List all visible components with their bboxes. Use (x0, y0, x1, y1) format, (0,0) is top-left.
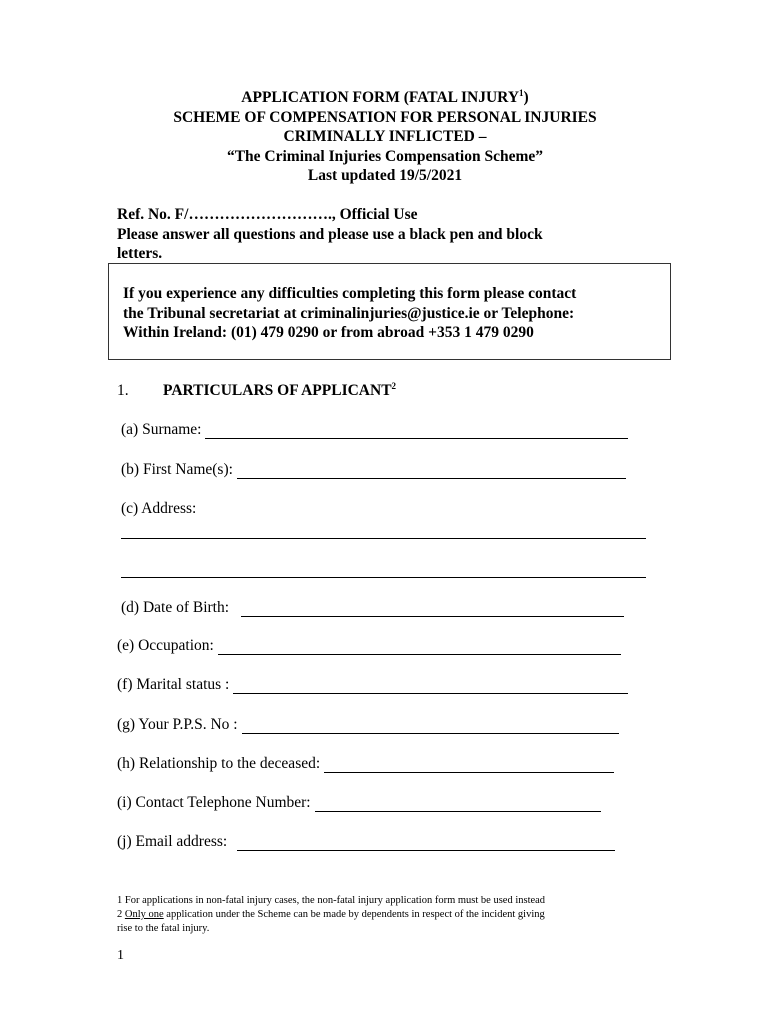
title-line-2: SCHEME OF COMPENSATION FOR PERSONAL INJURIES (173, 108, 597, 126)
pps-label: (g) Your P.P.S. No : (117, 716, 238, 733)
relationship-field (117, 755, 614, 773)
footnote-2-number: 2 (117, 909, 125, 920)
footnote-ref-2: 2 (391, 381, 397, 391)
pps-input-line[interactable] (242, 718, 619, 734)
surname-label: (a) Surname: (121, 421, 202, 438)
address-input-line-2[interactable] (121, 576, 646, 578)
telephone-label: (i) Contact Telephone Number: (117, 794, 311, 811)
marital-status-field (117, 676, 628, 694)
section-number: 1. (117, 382, 129, 399)
contact-line-2: the Tribunal secretariat at criminalinjuries@justice.ie or Telephone: (123, 304, 575, 322)
page-number: 1 (117, 948, 124, 963)
email-field (117, 833, 615, 851)
first-names-field (121, 461, 626, 479)
occupation-field (117, 637, 621, 655)
surname-field (121, 421, 628, 439)
pps-field (117, 716, 619, 734)
form-title (100, 88, 670, 186)
footnote-2 (117, 908, 657, 922)
marital-status-input-line[interactable] (233, 678, 628, 694)
title-line-1 (100, 88, 670, 108)
email-label: (j) Email address: (117, 833, 228, 850)
title-line-5: Last updated 19/5/2021 (307, 167, 463, 185)
contact-info-box (108, 263, 671, 360)
instructions-line-2: letters. (117, 245, 163, 263)
footnotes (117, 894, 657, 936)
reference-number: Ref. No. F/………………………., Official Use (117, 206, 418, 223)
telephone-field (117, 794, 601, 812)
date-of-birth-label: (d) Date of Birth: (121, 599, 230, 616)
first-names-input-line[interactable] (237, 463, 626, 479)
address-field (121, 500, 200, 518)
contact-line-3: Within Ireland: (01) 479 0290 or from abroad +353 1 479 0290 (123, 324, 534, 342)
section-heading (117, 382, 396, 400)
date-of-birth-input-line[interactable] (241, 601, 624, 617)
relationship-label: (h) Relationship to the deceased: (117, 755, 321, 772)
email-input-line[interactable] (237, 835, 615, 851)
marital-status-label: (f) Marital status : (117, 676, 230, 693)
address-label: (c) Address: (121, 500, 197, 517)
occupation-input-line[interactable] (218, 639, 621, 655)
first-names-label: (b) First Name(s): (121, 461, 233, 478)
relationship-input-line[interactable] (324, 757, 614, 773)
telephone-input-line[interactable] (315, 796, 601, 812)
surname-input-line[interactable] (205, 423, 628, 439)
instructions-line-1: Please answer all questions and please use a black pen and block (117, 225, 543, 243)
occupation-label: (e) Occupation: (117, 637, 214, 654)
date-of-birth-field (121, 599, 624, 617)
title-line-1-text: APPLICATION FORM (FATAL INJURY (241, 89, 520, 106)
contact-line-1: If you experience any difficulties completing this form please contact (123, 285, 577, 302)
footnote-1: 1 For applications in non-fatal injury cases, the non-fatal injury application form must be used instead (117, 895, 546, 906)
footnote-2-emphasis: Only one (124, 909, 164, 920)
footnote-2-text: application under the Scheme can be made by dependents in respect of the incident giving (163, 909, 545, 920)
footnote-2-continued: rise to the fatal injury. (117, 923, 210, 934)
footnote-ref-1: 1 (519, 88, 524, 98)
section-title: PARTICULARS OF APPLICANT (163, 382, 392, 399)
address-input-line-1[interactable] (121, 537, 646, 539)
title-line-3: CRIMINALLY INFLICTED – (283, 128, 487, 146)
title-line-4: “The Criminal Injuries Compensation Scheme” (226, 147, 544, 165)
contact-text (123, 284, 668, 343)
reference-block (117, 205, 637, 264)
title-line-1-end: ) (523, 89, 529, 106)
